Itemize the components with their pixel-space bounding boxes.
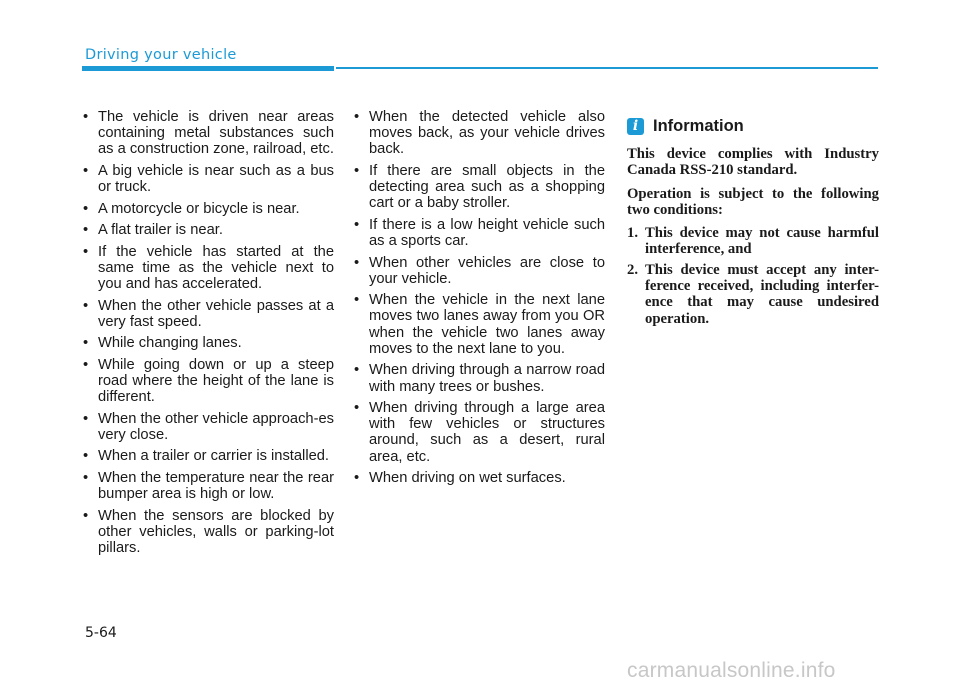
bullet-item: • A flat trailer is near. [82, 222, 334, 238]
bullet-item: • If there is a low height vehicle such as a sports car. [353, 217, 605, 249]
section-title: Driving your vehicle [85, 47, 237, 63]
bullet-item: • When the temperature near the rear bumper area is high or low. [82, 470, 334, 502]
bullet-item: • The vehicle is driven near areas containing metal substances such as a construction zone, railroad, etc. [82, 109, 334, 158]
middle-bullet-list [353, 109, 605, 486]
bullet-item: • When the other vehicle approach-es very close. [82, 411, 334, 443]
bullet-item: • When the sensors are blocked by other vehicles, walls or parking-lot pillars. [82, 508, 334, 557]
information-box [627, 109, 879, 331]
condition-item [627, 225, 879, 258]
bullet-item: • If the vehicle has started at the same time as the vehicle next to you and has accelerated. [82, 244, 334, 293]
page-number: 5-64 [85, 625, 117, 641]
bullet-item: • When driving on wet surfaces. [353, 470, 605, 486]
bullet-item: • When a trailer or carrier is installed. [82, 448, 334, 464]
left-bullet-list [82, 109, 334, 556]
watermark: carmanualsonline.info [627, 659, 836, 682]
information-paragraph: This device complies with Industry Canada RSS-210 standard. [627, 146, 879, 179]
bullet-item: • While changing lanes. [82, 335, 334, 351]
header-rule-thin [336, 67, 878, 69]
condition-text: This device may not cause harmful interference, and [645, 225, 879, 258]
information-paragraph: Operation is subject to the following two conditions: [627, 185, 879, 218]
information-header [627, 116, 879, 136]
bullet-item: • A big vehicle is near such as a bus or truck. [82, 163, 334, 195]
bullet-item: • If there are small objects in the detecting area such as a shopping cart or a baby stroller. [353, 163, 605, 212]
bullet-item: • When driving through a large area with few vehicles or structures around, such as a desert, rural area, etc. [353, 400, 605, 465]
information-title: Information [653, 116, 744, 135]
bullet-item: • When the other vehicle passes at a very fast speed. [82, 298, 334, 330]
bullet-item: • When driving through a narrow road with many trees or bushes. [353, 362, 605, 394]
bullet-item: • When the detected vehicle also moves back, as your vehicle drives back. [353, 109, 605, 158]
left-column [82, 109, 334, 561]
bullet-item: • A motorcycle or bicycle is near. [82, 201, 334, 217]
condition-item [627, 262, 879, 327]
info-icon: i [627, 118, 644, 135]
middle-column [353, 109, 605, 492]
condition-number: 2. [627, 261, 639, 278]
header-rule-thick [82, 66, 334, 71]
bullet-item: • When other vehicles are close to your vehicle. [353, 255, 605, 287]
bullet-item: • When the vehicle in the next lane moves two lanes away from you OR when the vehicle two lanes away moves to the next lane to you. [353, 292, 605, 357]
condition-text: This device must accept any inter-ference received, including interfer-ence that may cause undesired operation. [645, 261, 879, 327]
bullet-item: • While going down or up a steep road where the height of the lane is different. [82, 357, 334, 406]
conditions-list [627, 225, 879, 327]
condition-number: 1. [627, 225, 639, 242]
